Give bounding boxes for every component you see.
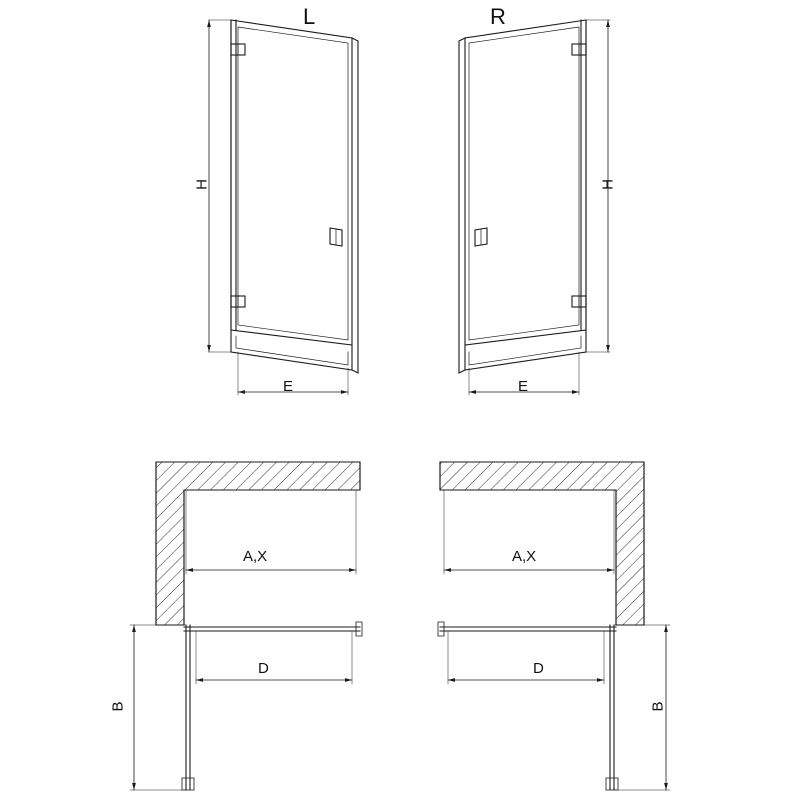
dim-label-b-plan-right: B bbox=[649, 701, 667, 712]
dim-label-ax-plan-left: A,X bbox=[243, 548, 268, 565]
front-view-left bbox=[209, 20, 358, 395]
dim-label-e-right: E bbox=[518, 378, 529, 395]
dim-label-h-left: H bbox=[193, 179, 211, 190]
dim-label-d-plan-left: D bbox=[258, 660, 269, 677]
dim-label-ax-plan-right: A,X bbox=[512, 548, 537, 565]
view-label-left: L bbox=[303, 4, 316, 29]
dim-label-h-right: H bbox=[599, 179, 617, 190]
dim-label-d-plan-right: D bbox=[533, 660, 544, 677]
front-view-right bbox=[459, 20, 610, 395]
plan-view-right bbox=[438, 462, 670, 790]
plan-view-left bbox=[130, 462, 362, 790]
dim-label-e-left: E bbox=[283, 378, 294, 395]
dim-label-b-plan-left: B bbox=[109, 701, 127, 712]
view-label-right: R bbox=[490, 4, 506, 29]
